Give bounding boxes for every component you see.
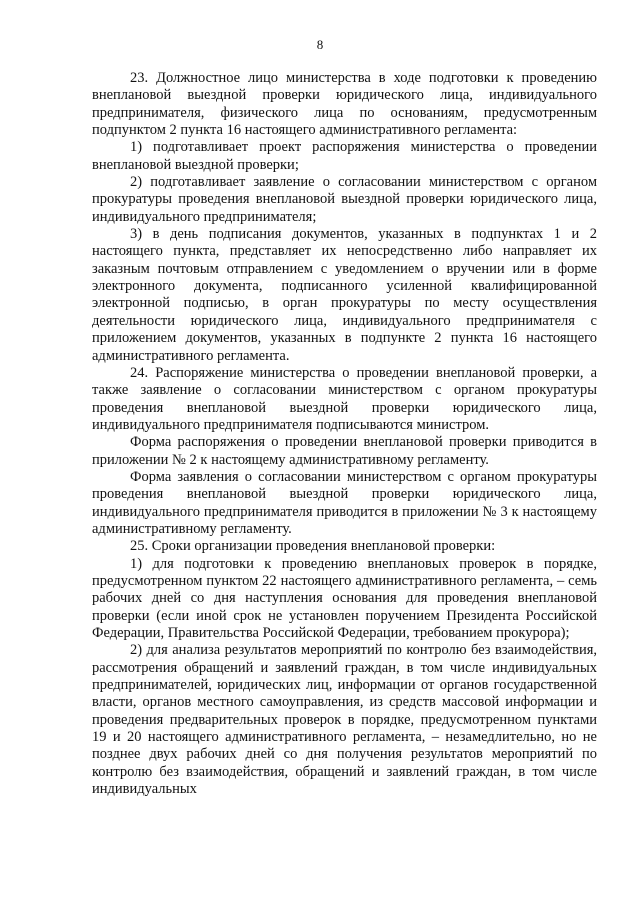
paragraph-23-item-3: 3) в день подписания документов, указанных в подпунктах 1 и 2 настоящего пункта, представляет их непосредственно либо направляет их заказным почтовым отправлением с уведомлением о вручении или в форме электронного документа, подписанного усиленной квалифицированной электронной подписью, в орган прокуратуры по месту осуществления деятельности юридического лица, индивидуального предпринимателя с приложением документов, указанных в подпункте 2 пункта 16 настоящего административного регламента. xyxy=(92,226,597,364)
document-body xyxy=(92,70,597,798)
paragraph-24-form-application: Форма заявления о согласовании министерством с органом прокуратуры проведения внеплановой выездной проверки юридического лица, индивидуального предпринимателя приводится в приложении № 3 к настоящему административному регламенту. xyxy=(92,468,597,537)
paragraph-23-item-1: 1) подготавливает проект распоряжения министерства о проведении внеплановой выездной проверки; xyxy=(92,139,597,173)
paragraph-23: 23. Должностное лицо министерства в ходе подготовки к проведению внеплановой выездной проверки юридического лица, индивидуального предпринимателя, физического лица по основаниям, предусмотренным подпунктом 2 пункта 16 настоящего административного регламента: xyxy=(92,70,597,139)
paragraph-23-item-2: 2) подготавливает заявление о согласовании министерством с органом прокуратуры проведения внеплановой выездной проверки юридического лица, индивидуального предпринимателя; xyxy=(92,174,597,225)
page-number: 8 xyxy=(316,37,324,52)
paragraph-24: 24. Распоряжение министерства о проведении внеплановой проверки, а также заявление о согласовании министерством с органом прокуратуры проведения внеплановой выездной проверки юридического лица, индивидуального предпринимателя подписываются министром. xyxy=(92,364,597,433)
paragraph-25-item-1: 1) для подготовки к проведению внеплановых проверок в порядке, предусмотренном пунктом 22 настоящего административного регламента, – семь рабочих дней со дня наступления основания для проведения внеплановой проверки (если иной срок не установлен поручением Президента Российской Федерации, Правительства Российской Федерации, требованием прокурора); xyxy=(92,555,597,641)
paragraph-24-form-order: Форма распоряжения о проведении внеплановой проверки приводится в приложении № 2 к настоящему административному регламенту. xyxy=(92,434,597,468)
paragraph-25-item-2: 2) для анализа результатов мероприятий по контролю без взаимодействия, рассмотрения обращений и заявлений граждан, в том числе индивидуальных предпринимателей, юридических лиц, информации от органов государственной власти, органов местного самоуправления, из средств массовой информации и проведения предварительных проверок в порядке, предусмотренном пунктами 19 и 20 настоящего административного регламента, – незамедлительно, но не позднее двух рабочих дней со дня получения результатов мероприятий по контролю без взаимодействия, обращений и заявлений граждан, в том числе индивидуальных xyxy=(92,642,597,798)
paragraph-25: 25. Сроки организации проведения внеплановой проверки: xyxy=(130,538,496,555)
